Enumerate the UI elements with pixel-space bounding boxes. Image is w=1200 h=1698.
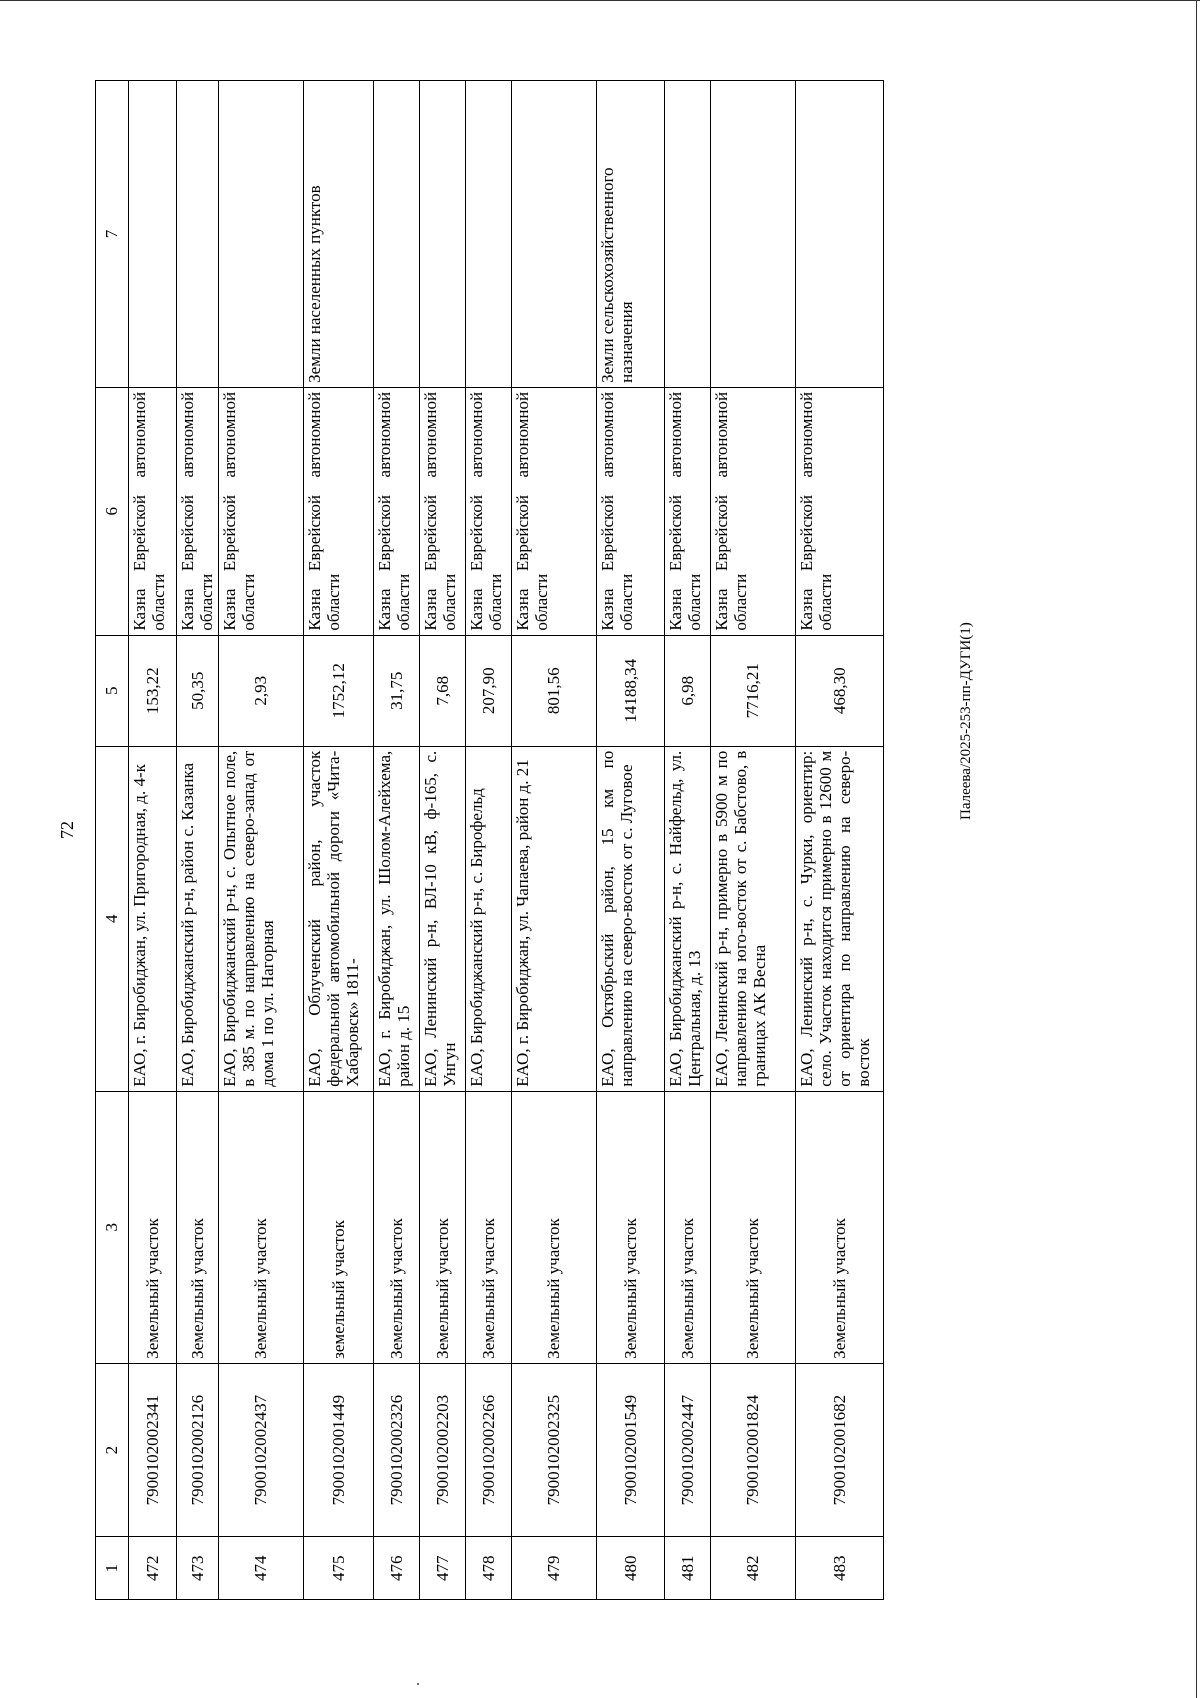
land-category (796, 81, 884, 388)
table-row (420, 81, 466, 1600)
object-area: 207,90 (466, 635, 512, 746)
row-number: 478 (466, 1537, 512, 1600)
cadastral-number: 7900102001449 (304, 1363, 374, 1537)
object-owner: Казна Еврейской автономной области (304, 387, 374, 635)
object-area: 31,75 (374, 635, 420, 746)
row-number: 474 (219, 1537, 304, 1600)
table-row (711, 81, 796, 1600)
object-name: Земельный участок (129, 1091, 177, 1363)
header-col-6: 6 (96, 387, 129, 635)
table-row (466, 81, 512, 1600)
land-category (711, 81, 796, 388)
object-area: 2,93 (219, 635, 304, 746)
table-row (219, 81, 304, 1600)
row-number: 479 (512, 1537, 597, 1600)
land-category (466, 81, 512, 388)
object-address: ЕАО, Биробиджанский р-н, район с. Казанка (177, 746, 219, 1091)
object-area: 7,68 (420, 635, 466, 746)
table-row (177, 81, 219, 1600)
cadastral-number: 7900102002203 (420, 1363, 466, 1537)
object-owner: Казна Еврейской автономной области (597, 387, 665, 635)
land-category (177, 81, 219, 388)
row-number: 475 (304, 1537, 374, 1600)
row-number: 476 (374, 1537, 420, 1600)
object-area: 6,98 (665, 635, 711, 746)
object-owner: Казна Еврейской автономной области (512, 387, 597, 635)
row-number: 477 (420, 1537, 466, 1600)
cadastral-number: 7900102001549 (597, 1363, 665, 1537)
object-owner: Казна Еврейской автономной области (466, 387, 512, 635)
object-owner: Казна Еврейской автономной области (129, 387, 177, 635)
header-col-3: 3 (96, 1091, 129, 1363)
object-owner: Казна Еврейской автономной области (796, 387, 884, 635)
cadastral-number: 7900102002447 (665, 1363, 711, 1537)
rotated-table-container (95, 80, 955, 1600)
cadastral-number: 7900102001682 (796, 1363, 884, 1537)
object-owner: Казна Еврейской автономной области (665, 387, 711, 635)
land-category (129, 81, 177, 388)
object-area: 7716,21 (711, 635, 796, 746)
table-row (796, 81, 884, 1600)
object-area: 153,22 (129, 635, 177, 746)
object-address: ЕАО, г. Биробиджан, ул. Пригородная, д. 4-к (129, 746, 177, 1091)
object-name: Земельный участок (665, 1091, 711, 1363)
object-area: 14188,34 (597, 635, 665, 746)
cadastral-number: 7900102002326 (374, 1363, 420, 1537)
object-area: 50,35 (177, 635, 219, 746)
object-name: Земельный участок (711, 1091, 796, 1363)
cadastral-number: 7900102002126 (177, 1363, 219, 1537)
row-number: 472 (129, 1537, 177, 1600)
row-number: 483 (796, 1537, 884, 1600)
table-header-row (96, 81, 129, 1600)
object-name: Земельный участок (420, 1091, 466, 1363)
table-row (374, 81, 420, 1600)
header-col-1: 1 (96, 1537, 129, 1600)
object-name: Земельный участок (796, 1091, 884, 1363)
object-address: ЕАО, Ленинский р-н, с. Чурки, ориентир: село. Участок находится примерно в 12600 м от ориентира по направлению на северо-восток (796, 746, 884, 1091)
header-col-5: 5 (96, 635, 129, 746)
object-name: Земельный участок (219, 1091, 304, 1363)
object-address: ЕАО, Биробиджанский р-н, с. Найфельд, ул. Центральная, д. 13 (665, 746, 711, 1091)
land-category (665, 81, 711, 388)
land-category (512, 81, 597, 388)
table-row (665, 81, 711, 1600)
scan-edge-top (0, 0, 1200, 1)
land-category: Земли сельскохозяйственного назначения (597, 81, 665, 388)
cadastral-number: 7900102001824 (711, 1363, 796, 1537)
object-area: 468,30 (796, 635, 884, 746)
cadastral-number: 7900102002437 (219, 1363, 304, 1537)
land-category (374, 81, 420, 388)
cadastral-number: 7900102002341 (129, 1363, 177, 1537)
land-category (420, 81, 466, 388)
row-number: 480 (597, 1537, 665, 1600)
page-number: 72 (57, 821, 77, 839)
land-category (219, 81, 304, 388)
land-category: Земли населенных пунктов (304, 81, 374, 388)
object-address: ЕАО, Ленинский р-н, примерно в 5900 м по направлению на юго-восток от с. Бабстово, в границах АК Весна (711, 746, 796, 1091)
row-number: 473 (177, 1537, 219, 1600)
object-owner: Казна Еврейской автономной области (177, 387, 219, 635)
object-name: Земельный участок (177, 1091, 219, 1363)
object-address: ЕАО, Биробиджанский р-н, с. Бирофельд (466, 746, 512, 1091)
document-reference-code: Палеева/2025-253-пп-ДУГИ(1) (958, 622, 974, 820)
header-col-4: 4 (96, 746, 129, 1091)
object-owner: Казна Еврейской автономной области (711, 387, 796, 635)
object-name: Земельный участок (374, 1091, 420, 1363)
object-name: Земельный участок (512, 1091, 597, 1363)
table-row (129, 81, 177, 1600)
object-address: ЕАО, Облученский район, участок федеральной автомобильной дороги «Чита-Хабаровск» 1811- (304, 746, 374, 1091)
object-owner: Казна Еврейской автономной области (374, 387, 420, 635)
object-owner: Казна Еврейской автономной области (219, 387, 304, 635)
object-name: земельный участок (304, 1091, 374, 1363)
cadastral-number: 7900102002266 (466, 1363, 512, 1537)
table-row (597, 81, 665, 1600)
object-area: 801,56 (512, 635, 597, 746)
table-body (129, 81, 884, 1600)
object-address: ЕАО, Ленинский р-н, ВЛ-10 кВ, ф-165, с. Унгун (420, 746, 466, 1091)
row-number: 481 (665, 1537, 711, 1600)
table-row (512, 81, 597, 1600)
scan-edge-right (1196, 0, 1197, 1698)
object-name: Земельный участок (466, 1091, 512, 1363)
object-name: Земельный участок (597, 1091, 665, 1363)
cadastral-number: 7900102002325 (512, 1363, 597, 1537)
scan-speck (417, 1683, 419, 1685)
header-col-2: 2 (96, 1363, 129, 1537)
object-address: ЕАО, Октябрьский район, 15 км по направлению на северо-восток от с. Луговое (597, 746, 665, 1091)
row-number: 482 (711, 1537, 796, 1600)
object-area: 1752,12 (304, 635, 374, 746)
object-address: ЕАО, г. Биробиджан, ул. Чапаева, район д. 21 (512, 746, 597, 1091)
header-col-7: 7 (96, 81, 129, 388)
object-address: ЕАО, г. Биробиджан, ул. Шолом-Алейхема, район д. 15 (374, 746, 420, 1091)
object-address: ЕАО, Биробиджанский р-н, с. Опытное поле, в 385 м. по направлению на северо-запад от дома 1 по ул. Нагорная (219, 746, 304, 1091)
property-registry-table (95, 80, 884, 1600)
table-row (304, 81, 374, 1600)
object-owner: Казна Еврейской автономной области (420, 387, 466, 635)
